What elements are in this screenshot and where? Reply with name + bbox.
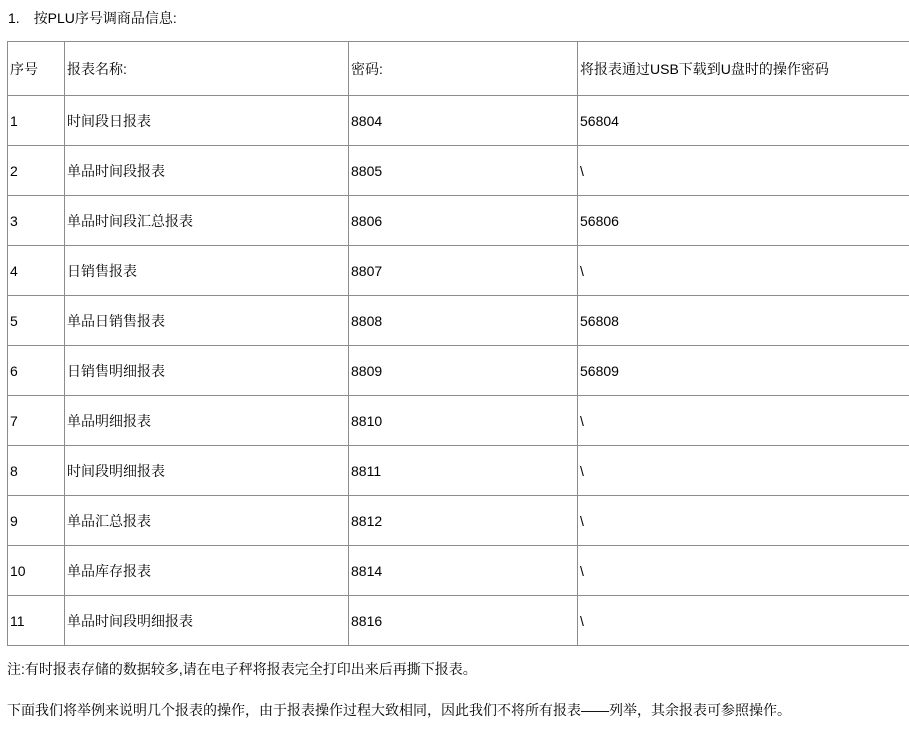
table-row <box>8 246 909 296</box>
page-title <box>8 8 902 28</box>
report-password-table <box>7 41 909 646</box>
report-name-cell: 时间段明细报表 <box>65 446 349 496</box>
row-number-cell: 11 <box>8 596 65 646</box>
report-name-cell: 单品明细报表 <box>65 396 349 446</box>
row-number-cell: 8 <box>8 446 65 496</box>
table-row <box>8 396 909 446</box>
row-number-cell: 2 <box>8 146 65 196</box>
report-name-cell: 单品时间段报表 <box>65 146 349 196</box>
password-cell: 8816 <box>349 596 578 646</box>
usb-password-cell: \ <box>578 496 909 546</box>
usb-password-cell: \ <box>578 396 909 446</box>
header-cell-password: 密码: <box>349 42 578 96</box>
row-number-cell: 9 <box>8 496 65 546</box>
table-header <box>8 42 909 96</box>
table-header-row <box>8 42 909 96</box>
report-name-cell: 日销售报表 <box>65 246 349 296</box>
usb-password-cell: 56804 <box>578 96 909 146</box>
table-row <box>8 546 909 596</box>
report-name-cell: 单品库存报表 <box>65 546 349 596</box>
row-number-cell: 6 <box>8 346 65 396</box>
footnote-data-tip: 注:有时报表存储的数据较多,请在电子秤将报表完全打印出来后再撕下报表。 <box>7 659 902 679</box>
password-cell: 8814 <box>349 546 578 596</box>
header-cell-usb-password: 将报表通过USB下载到U盘时的操作密码 <box>578 42 909 96</box>
password-cell: 8808 <box>349 296 578 346</box>
table-row <box>8 146 909 196</box>
header-cell-report-name: 报表名称: <box>65 42 349 96</box>
report-name-cell: 日销售明细报表 <box>65 346 349 396</box>
usb-password-cell: \ <box>578 546 909 596</box>
row-number-cell: 3 <box>8 196 65 246</box>
row-number-cell: 7 <box>8 396 65 446</box>
table-row <box>8 96 909 146</box>
row-number-cell: 5 <box>8 296 65 346</box>
report-table-body <box>8 96 909 646</box>
list-number: 1. <box>8 10 20 26</box>
report-name-cell: 单品时间段汇总报表 <box>65 196 349 246</box>
row-number-cell: 1 <box>8 96 65 146</box>
password-cell: 8812 <box>349 496 578 546</box>
table-row <box>8 346 909 396</box>
footnote-example-intro: 下面我们将举例来说明几个报表的操作，由于报表操作过程大致相同，因此我们不将所有报表——列举，其余报表可参照操作。 <box>7 700 902 720</box>
table-row <box>8 496 909 546</box>
usb-password-cell: \ <box>578 146 909 196</box>
usb-password-cell: 56808 <box>578 296 909 346</box>
row-number-cell: 4 <box>8 246 65 296</box>
report-name-cell: 单品日销售报表 <box>65 296 349 346</box>
usb-password-cell: \ <box>578 596 909 646</box>
password-cell: 8811 <box>349 446 578 496</box>
report-name-cell: 时间段日报表 <box>65 96 349 146</box>
table-row <box>8 296 909 346</box>
row-number-cell: 10 <box>8 546 65 596</box>
usb-password-cell: 56806 <box>578 196 909 246</box>
page-title-text: 按PLU序号调商品信息: <box>34 10 177 26</box>
report-name-cell: 单品时间段明细报表 <box>65 596 349 646</box>
usb-password-cell: \ <box>578 246 909 296</box>
password-cell: 8805 <box>349 146 578 196</box>
usb-password-cell: \ <box>578 446 909 496</box>
report-name-cell: 单品汇总报表 <box>65 496 349 546</box>
table-row <box>8 446 909 496</box>
header-cell-no: 序号 <box>8 42 65 96</box>
usb-password-cell: 56809 <box>578 346 909 396</box>
password-cell: 8809 <box>349 346 578 396</box>
table-row <box>8 596 909 646</box>
table-row <box>8 196 909 246</box>
password-cell: 8807 <box>349 246 578 296</box>
password-cell: 8804 <box>349 96 578 146</box>
password-cell: 8806 <box>349 196 578 246</box>
password-cell: 8810 <box>349 396 578 446</box>
